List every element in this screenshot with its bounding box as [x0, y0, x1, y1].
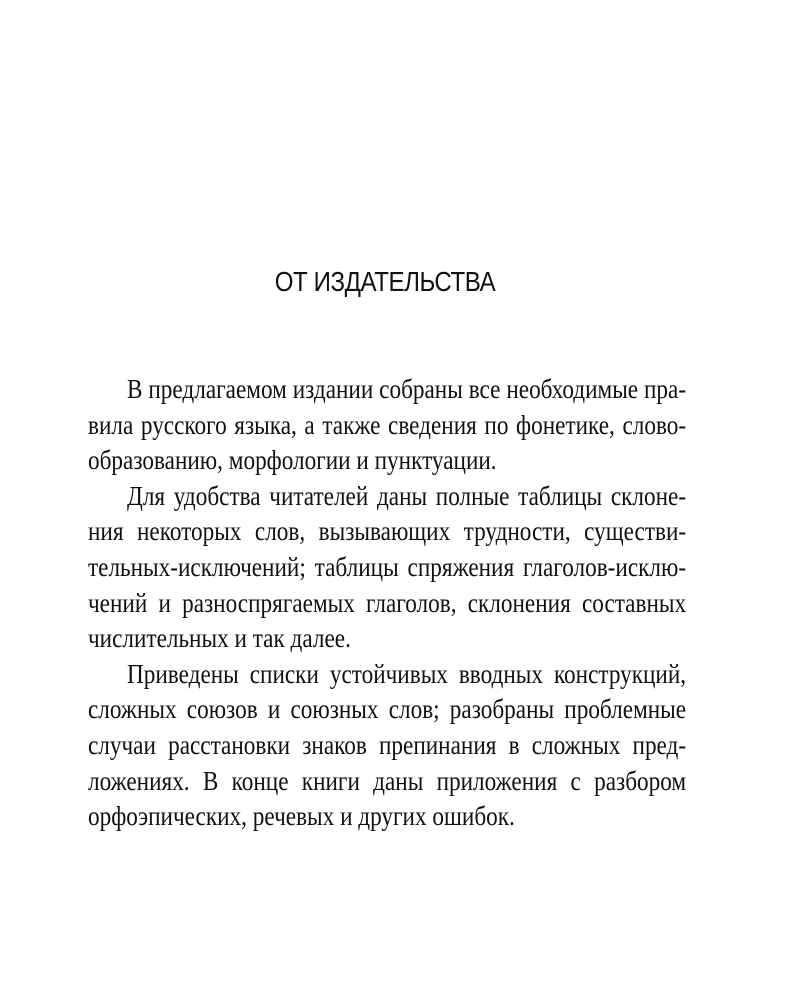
text-line: чений и разноспрягаемых глаголов, склонения составных: [88, 587, 687, 618]
text-line: орфоэпических, речевых и других ошибок.: [88, 801, 515, 832]
text-line: ложениях. В конце книги даны приложения с разбором: [88, 765, 687, 796]
text-line: числительных и так далее.: [88, 623, 351, 654]
paragraph: [88, 479, 686, 657]
text-line: ния некоторых слов, вызывающих трудности, существи-: [88, 516, 687, 547]
text-line: В предлагаемом издании собраны все необходимые пра-: [127, 374, 687, 404]
text-line: образованию, морфологии и пунктуации.: [88, 445, 497, 476]
paragraph: [88, 657, 686, 835]
text-line: Приведены списки устойчивых вводных конструкций,: [127, 658, 687, 689]
text-line: Для удобства читателей даны полные таблицы склоне-: [127, 480, 687, 511]
page-heading: ОТ ИЗДАТЕЛЬСТВА: [274, 266, 496, 297]
text-line: тельных-исключений; таблицы спряжения глаголов-исклю-: [88, 551, 687, 582]
body-text: [88, 372, 686, 835]
paragraph: [88, 372, 686, 479]
text-line: вила русского языка, а также сведения по фонетике, слово-: [88, 409, 687, 440]
text-line: сложных союзов и союзных слов; разобраны проблемные: [88, 694, 687, 725]
text-line: случаи расстановки знаков препинания в сложных пред-: [88, 729, 687, 760]
